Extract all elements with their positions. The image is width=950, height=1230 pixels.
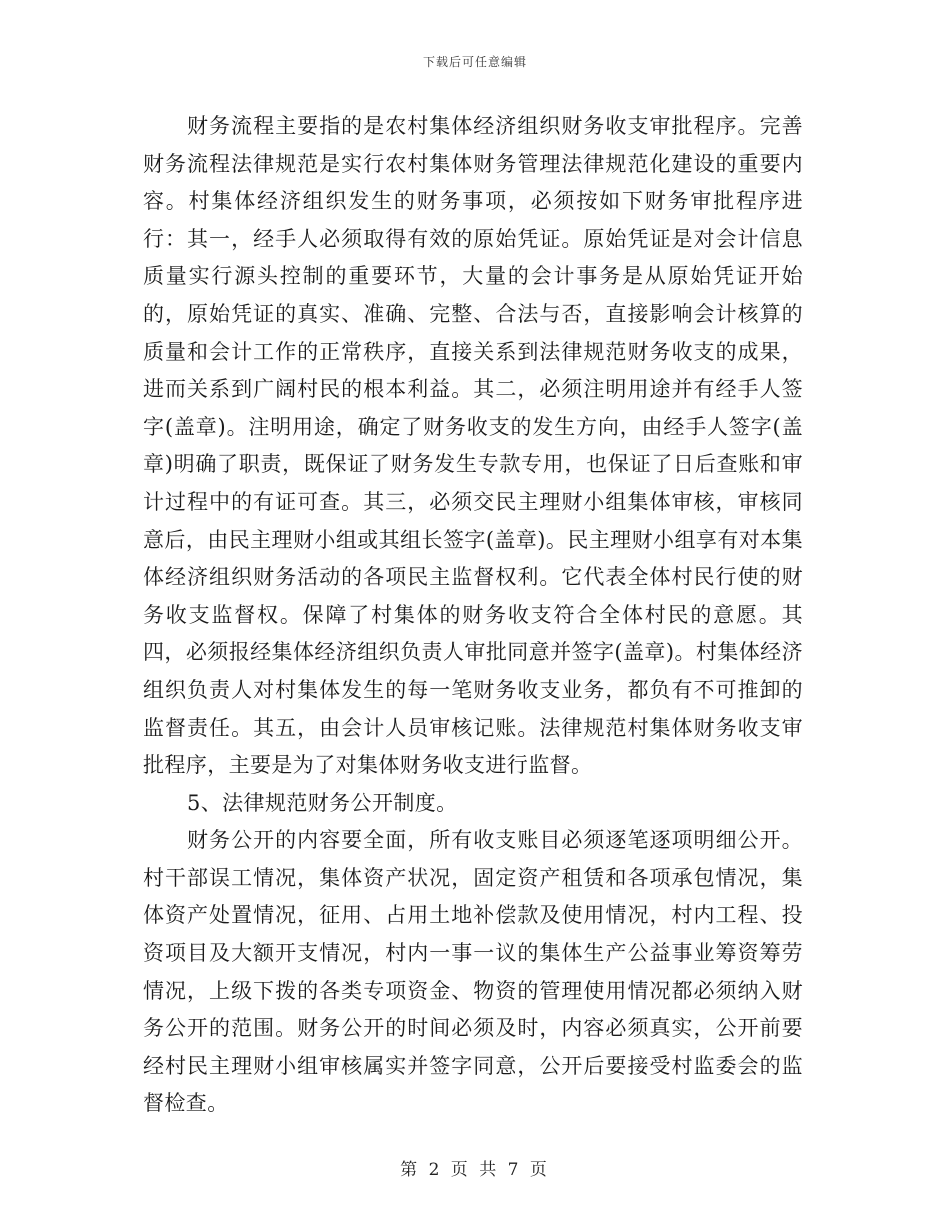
paragraph-financial-approval-procedure: 财务流程主要指的是农村集体经济组织财务收支审批程序。完善财务流程法律规范是实行农村集体财务管理法律规范化建设的重要内容。村集体经济组织发生的财务事项，必须按如下财务审批程序进行：其一，经手人必须取得有效的原始凭证。原始凭证是对会计信息质量实行源头控制的重要环节，大量的会计事务是从原始凭证开始的，原始凭证的真实、准确、完整、合法与否，直接影响会计核算的质量和会计工作的正常秩序，直接关系到法律规范财务收支的成果，进而关系到广阔村民的根本利益。其二，必须注明用途并有经手人签字(盖章)。注明用途，确定了财务收支的发生方向，由经手人签字(盖章)明确了职责，既保证了财务发生专款专用，也保证了日后查账和审计过程中的有证可查。其三，必须交民主理财小组集体审核，审核同意后，由民主理财小组或其组长签字(盖章)。民主理财小组享有对本集体经济组织财务活动的各项民主监督权利。它代表全体村民行使的财务收支监督权。保障了村集体的财务收支符合全体村民的意愿。其四，必须报经集体经济组织负责人审批同意并签字(盖章)。村集体经济组织负责人对村集体发生的每一笔财务收支业务，都负有不可推卸的监督责任。其五，由会计人员审核记账。法律规范村集体财务收支审批程序，主要是为了对集体财务收支进行监督。	[143, 114, 803, 778]
paragraph-financial-disclosure: 财务公开的内容要全面，所有收支账目必须逐笔逐项明细公开。村干部误工情况，集体资产状况，固定资产租赁和各项承包情况，集体资产处置情况，征用、占用土地补偿款及使用情况，村内工程、投资项目及大额开支情况，村内一事一议的集体生产公益事业筹资筹劳情况，上级下拨的各类专项资金、物资的管理使用情况都必须纳入财务公开的范围。财务公开的时间必须及时，内容必须真实，公开前要经村民主理财小组审核属实并签字同意，公开后要接受村监委会的监督检查。	[143, 828, 803, 1116]
page-number: 第 2 页 共 7 页	[400, 1160, 550, 1180]
section-heading-financial-disclosure: 5、法律规范财务公开制度。	[187, 790, 458, 815]
page-header: 下载后可任意编辑	[422, 55, 527, 69]
document-body	[143, 108, 803, 1123]
